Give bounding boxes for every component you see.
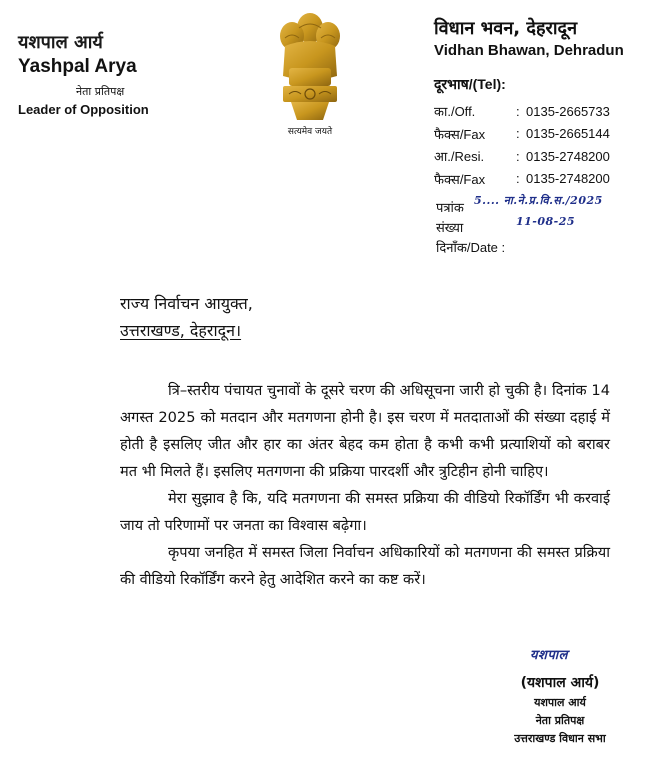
sender-block — [18, 30, 218, 117]
phone-label: फैक्स/Fax — [434, 171, 486, 187]
signatory-name: (यशपाल आर्य) — [520, 675, 600, 691]
telephone-heading: दूरभाष/(Tel): — [434, 76, 506, 92]
phone-row — [434, 168, 666, 191]
sankhya-row — [436, 215, 666, 235]
recipient-line-2: उत्तराखण्ड, देहरादून। — [120, 321, 242, 340]
signature-scribble: यशपाल — [530, 648, 568, 663]
phone-row — [434, 100, 666, 123]
phone-number: 0135-2665733 — [526, 103, 610, 119]
phone-label: आ./Resi. — [434, 149, 485, 165]
recipient-address — [120, 290, 253, 344]
body-paragraph: कृपया जनहित में समस्त जिला निर्वाचन अधिकारियों को मतगणना की समस्त प्रक्रिया की वीडियो रिकॉर्डिंग करने हेतु आदेशित करने का कष्ट करें। — [120, 544, 610, 588]
patrank-handwritten-value: 5.... ना.ने.प्र.वि.स./2025 — [474, 194, 603, 207]
national-emblem-icon — [265, 6, 355, 124]
address-block — [434, 16, 666, 190]
national-emblem — [265, 6, 355, 138]
recipient-line-1: राज्य निर्वाचन आयुक्त, — [120, 294, 253, 313]
date-row — [436, 235, 666, 255]
body-paragraph: त्रि–स्तरीय पंचायत चुनावों के दूसरे चरण की अधिसूचना जारी हो चुकी है। दिनांक 14 अगस्त 2025 को मतदान और मतगणना होनी है। इस चरण में मतदाताओं की संख्या दहाई में होती है इसलिए जीत और हार का अंतर बेहद कम होता है कभी कभी प्रत्याशियों को बराबर मत भी मिलते हैं। इसलिए मतगणना की प्रक्रिया पारदर्शी और त्रुटिहीन होनी चाहिए। — [120, 382, 610, 480]
sender-title-hindi: नेता प्रतिपक्ष — [76, 85, 125, 98]
body-paragraph: मेरा सुझाव है कि, यदि मतगणना की समस्त प्रक्रिया की वीडियो रिकॉर्डिंग भी करवाई जाय तो परिणामों पर जनता का विश्वास बढ़ेगा। — [120, 490, 610, 534]
phone-colon: : — [516, 171, 520, 187]
signatory-designation: नेता प्रतिपक्ष — [535, 714, 585, 727]
date-label: दिनाँक/Date : — [436, 240, 506, 255]
address-hindi: विधान भवन, देहरादून — [434, 18, 578, 39]
phone-colon: : — [516, 126, 520, 142]
phone-row — [434, 123, 666, 146]
sender-name-english: Yashpal Arya — [18, 56, 137, 77]
patrank-label: पत्रांक — [436, 200, 464, 215]
signatory-line-1: यशपाल आर्य — [534, 696, 586, 709]
phone-colon: : — [516, 148, 520, 164]
reference-block — [436, 195, 666, 255]
patrank-row — [436, 195, 666, 215]
phone-colon: : — [516, 103, 520, 119]
address-english: Vidhan Bhawan, Dehradun — [434, 42, 624, 59]
letter-body — [120, 377, 610, 593]
signatory-office: उत्तराखण्ड विधान सभा — [514, 732, 606, 745]
phone-label: का./Off. — [434, 104, 476, 120]
phone-number: 0135-2748200 — [526, 148, 610, 164]
sender-title-english: Leader of Opposition — [18, 102, 149, 117]
sender-name-hindi: यशपाल आर्य — [18, 32, 103, 53]
phone-label: फैक्स/Fax — [434, 126, 486, 142]
phone-number: 0135-2748200 — [526, 171, 610, 187]
sankhya-label: संख्या — [436, 220, 464, 235]
phone-number: 0135-2665144 — [526, 126, 610, 142]
sankhya-handwritten-value: 11-08-25 — [516, 215, 576, 228]
emblem-motto: सत्यमेव जयते — [287, 127, 333, 137]
phone-row — [434, 145, 666, 168]
phone-list — [434, 100, 666, 190]
